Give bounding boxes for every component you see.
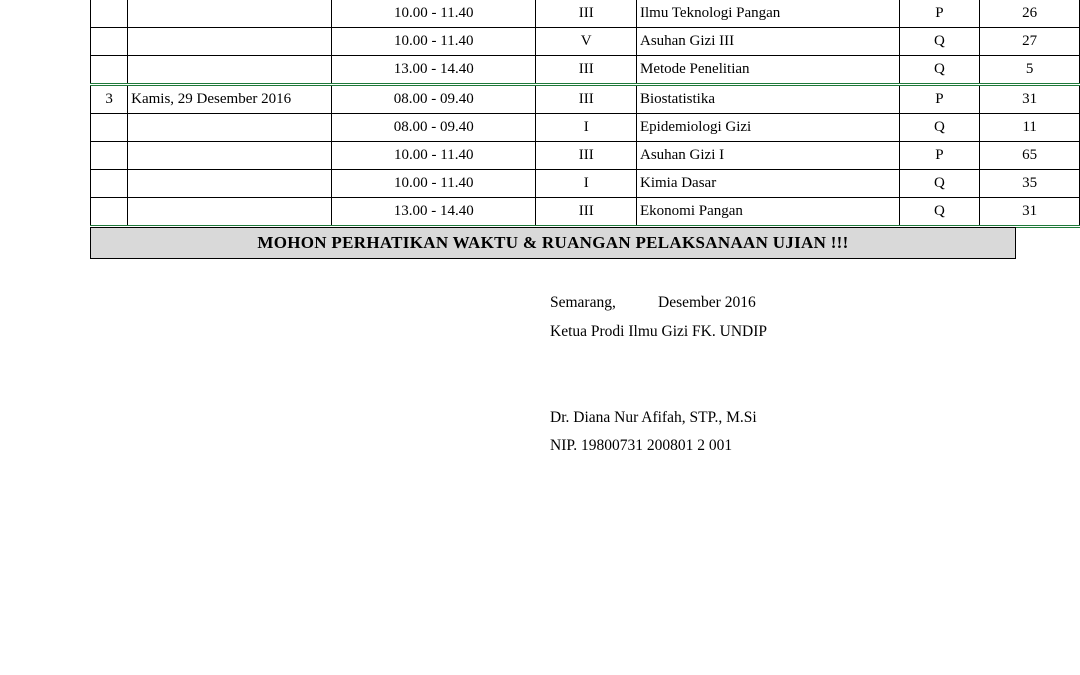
- table-row: [91, 56, 1080, 85]
- exam-time: 10.00 - 11.40: [332, 0, 536, 28]
- exam-day: [128, 142, 332, 170]
- exam-time: 08.00 - 09.40: [332, 114, 536, 142]
- table-row: [91, 0, 1080, 28]
- exam-room: Q: [899, 114, 980, 142]
- row-number: [91, 28, 128, 56]
- row-number: 3: [91, 85, 128, 114]
- exam-day: Kamis, 29 Desember 2016: [128, 85, 332, 114]
- exam-room: Q: [899, 170, 980, 198]
- row-number: [91, 56, 128, 85]
- signatory-name: Dr. Diana Nur Afifah, STP., M.Si: [550, 409, 757, 426]
- course-name: Asuhan Gizi I: [636, 142, 899, 170]
- semester: III: [536, 198, 637, 227]
- signatory-nip: NIP. 19800731 200801 2 001: [550, 437, 733, 454]
- schedule-body: [91, 0, 1080, 227]
- participant-count: 31: [980, 198, 1080, 227]
- exam-room: P: [899, 85, 980, 114]
- row-number: [91, 0, 128, 28]
- table-row: [91, 85, 1080, 114]
- signature-date: Desember 2016: [658, 294, 756, 311]
- exam-time: 13.00 - 14.40: [332, 56, 536, 85]
- row-number: [91, 198, 128, 227]
- participant-count: 31: [980, 85, 1080, 114]
- exam-day: [128, 56, 332, 85]
- exam-time: 10.00 - 11.40: [332, 28, 536, 56]
- exam-time: 13.00 - 14.40: [332, 198, 536, 227]
- semester: V: [536, 28, 637, 56]
- participant-count: 27: [980, 28, 1080, 56]
- semester: III: [536, 85, 637, 114]
- exam-room: Q: [899, 198, 980, 227]
- exam-room: P: [899, 142, 980, 170]
- course-name: Asuhan Gizi III: [636, 28, 899, 56]
- table-row: [91, 28, 1080, 56]
- exam-day: [128, 28, 332, 56]
- row-number: [91, 114, 128, 142]
- exam-schedule-table: [90, 0, 1080, 228]
- course-name: Epidemiologi Gizi: [636, 114, 899, 142]
- exam-room: Q: [899, 56, 980, 85]
- semester: I: [536, 114, 637, 142]
- semester: III: [536, 142, 637, 170]
- participant-count: 11: [980, 114, 1080, 142]
- table-row: [91, 198, 1080, 227]
- exam-notice-banner: MOHON PERHATIKAN WAKTU & RUANGAN PELAKSANAAN UJIAN !!!: [90, 227, 1016, 259]
- course-name: Metode Penelitian: [636, 56, 899, 85]
- course-name: Ilmu Teknologi Pangan: [636, 0, 899, 28]
- exam-day: [128, 0, 332, 28]
- exam-time: 10.00 - 11.40: [332, 142, 536, 170]
- semester: I: [536, 170, 637, 198]
- exam-room: Q: [899, 28, 980, 56]
- participant-count: 35: [980, 170, 1080, 198]
- exam-time: 08.00 - 09.40: [332, 85, 536, 114]
- exam-time: 10.00 - 11.40: [332, 170, 536, 198]
- table-row: [91, 170, 1080, 198]
- exam-day: [128, 170, 332, 198]
- signatory-role: Ketua Prodi Ilmu Gizi FK. UNDIP: [550, 323, 767, 340]
- exam-room: P: [899, 0, 980, 28]
- course-name: Kimia Dasar: [636, 170, 899, 198]
- row-number: [91, 170, 128, 198]
- exam-day: [128, 198, 332, 227]
- participant-count: 26: [980, 0, 1080, 28]
- table-row: [91, 142, 1080, 170]
- course-name: Biostatistika: [636, 85, 899, 114]
- participant-count: 65: [980, 142, 1080, 170]
- signature-place: Semarang,: [550, 294, 616, 311]
- participant-count: 5: [980, 56, 1080, 85]
- semester: III: [536, 0, 637, 28]
- table-row: [91, 114, 1080, 142]
- semester: III: [536, 56, 637, 85]
- exam-day: [128, 114, 332, 142]
- course-name: Ekonomi Pangan: [636, 198, 899, 227]
- row-number: [91, 142, 128, 170]
